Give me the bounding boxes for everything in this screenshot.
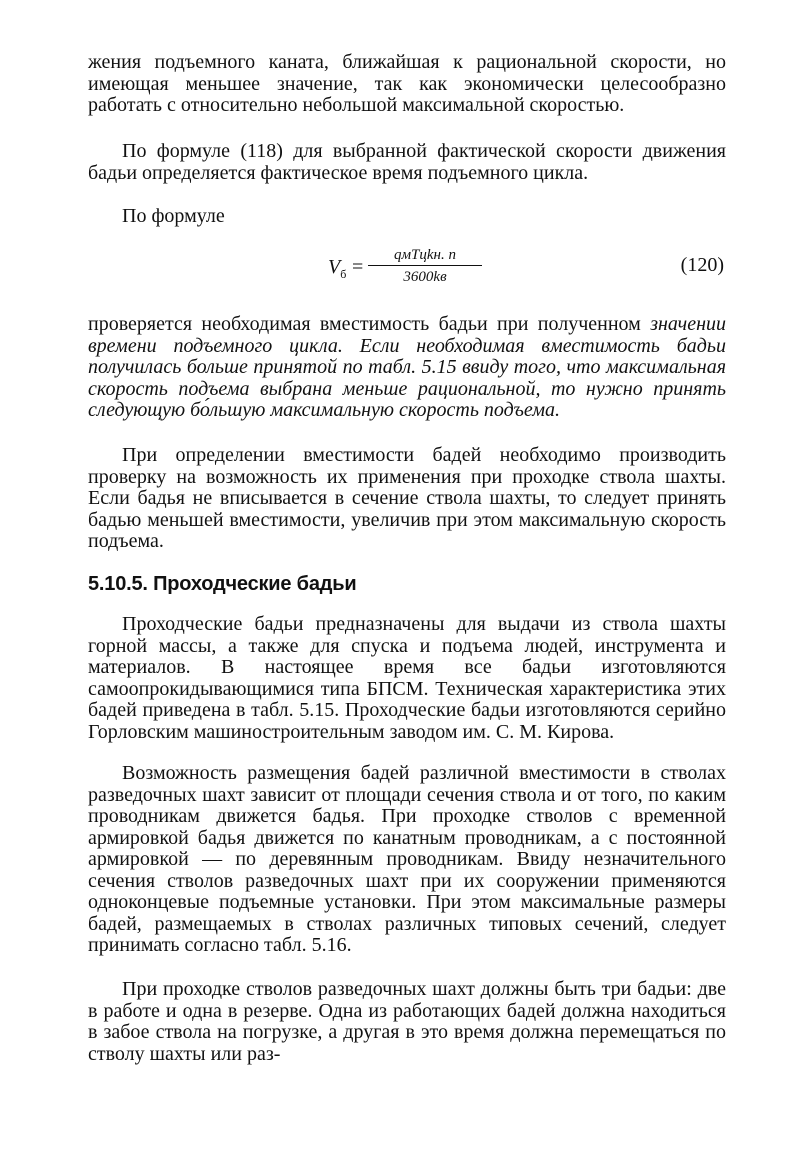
formula-equals: =	[352, 256, 364, 278]
paragraph-2	[88, 141, 726, 184]
paragraph-8	[88, 979, 726, 1065]
paragraph-6	[88, 614, 726, 743]
paragraph-text: По формуле	[122, 205, 225, 227]
paragraph-text	[88, 314, 726, 422]
paragraph-text: При проходке стволов разведочных шахт должны быть три бадьи: две в работе и одна в резерве. Одна из работающих бадей должна находиться в забое ствола на погрузке, а другая в это время должна перемещаться по стволу шахты или раз-	[88, 978, 726, 1065]
formula-number: (120)	[680, 254, 724, 276]
paragraph-text: жения подъемного каната, ближайшая к рациональной скорости, но имеющая меньшее значение, так как экономически целесообразно работать с относительно небольшой максимальной скоростью.	[88, 51, 726, 116]
paragraph-text: По формуле (118) для выбранной фактической скорости движения бадьи определяется фактическое время подъемного цикла.	[88, 140, 726, 184]
paragraph-3	[88, 206, 726, 228]
paragraph-text: Возможность размещения бадей различной вместимости в стволах разведочных шахт зависит от площади сечения ствола и от того, по каким проводникам движется бадья. При проходке стволов с временной армировкой бадья движется по канатным проводникам, а с постоянной армировкой — по деревянным проводникам. Ввиду незначительного сечения стволов разведочных шахт при их сооружении применяются одноконцевые подъемные установки. При этом максимальные размеры бадей, размещаемых в стволах различных типовых сечений, следует принимать согласно табл. 5.16.	[88, 762, 726, 956]
formula-fraction	[368, 246, 482, 286]
formula-120	[88, 246, 726, 298]
paragraph-text-italic: значении времени подъемного цикла. Если необходимая вместимость бадьи получилась больше принятой по табл. 5.15 ввиду того, что максимальная скорость подъема выбрана меньше рациональной, то нужно принять следующую бо́льшую максимальную скорость подъема.	[88, 313, 727, 421]
formula-lhs: $V_б$	[328, 256, 347, 281]
section-heading: 5.10.5. Проходческие бадьи	[88, 573, 357, 595]
paragraph-text: При определении вместимости бадей необходимо производить проверку на возможность их применения при проходке ствола шахты. Если бадья не вписывается в сечение ствола шахты, то следует принять бадью меньшей вместимости, увеличив при этом максимальную скорость подъема.	[88, 444, 726, 552]
formula-denominator: 3600kв	[403, 269, 447, 285]
paragraph-text-start: проверяется необходимая вместимость бадьи при полученном	[88, 313, 641, 335]
paragraph-7	[88, 763, 726, 957]
formula-numerator: qмTцkн. п	[393, 247, 456, 263]
formula-lhs-subscript: б	[340, 267, 347, 281]
fraction-bar	[368, 265, 482, 266]
paragraph-4	[88, 314, 726, 422]
paragraph-5	[88, 445, 726, 553]
paragraph-text: Проходческие бадьи предназначены для выдачи из ствола шахты горной массы, а также для спуска и подъема людей, инструмента и материалов. В настоящее время все бадьи изготовляются самоопрокидывающимися типа БПСМ. Техническая характеристика этих бадей приведена в табл. 5.15. Проходческие бадьи изготовляются серийно Горловским машиностроительным заводом им. С. М. Кирова.	[88, 613, 726, 743]
paragraph-1	[88, 52, 726, 117]
